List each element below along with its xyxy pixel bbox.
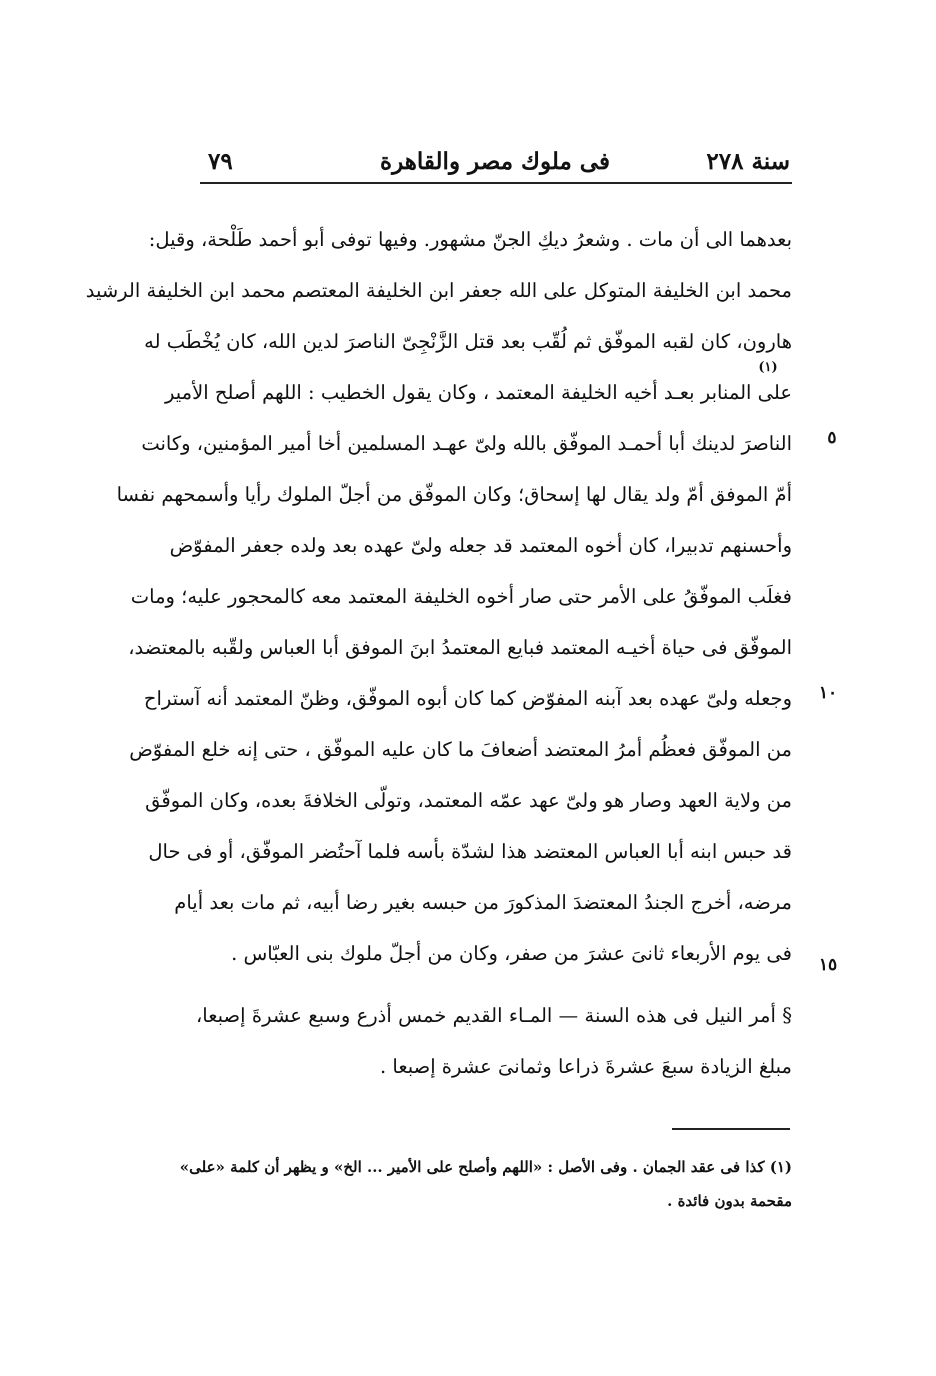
header-rule bbox=[200, 182, 792, 184]
main-text bbox=[85, 214, 792, 1092]
text-line: من الموفّق فعظُم أمرُ المعتضد أضعافَ ما كان عليه الموفّق ، حتى إنه خلع المفوّض bbox=[129, 738, 792, 761]
footnote-marker: (١) bbox=[758, 360, 778, 375]
text-line: مرضه، أخرج الجندُ المعتضدَ المذكورَ من حبسه بغير رضا أبيه، ثم مات بعد أيام bbox=[174, 891, 792, 914]
text-line: الناصرَ لدينك أبا أحمـد الموفّق بالله ولىّ عهـد المسلمين أخا أمير المؤمنين، وكانت bbox=[141, 432, 792, 455]
text-line: محمد ابن الخليفة المتوكل على الله جعفر ابن الخليفة المعتصم محمد ابن الخليفة الرشيد bbox=[85, 279, 792, 302]
footnote-rule bbox=[672, 1128, 790, 1130]
text-line: أمّ الموفق أمّ ولد يقال لها إسحاق؛ وكان الموفّق من أجلّ الملوك رأيا وأسمحهم نفسا bbox=[116, 483, 792, 506]
text-line: § أمر النيل فى هذه السنة — المـاء القديم خمس أذرع وسبع عشرةَ إصبعا، bbox=[196, 1004, 792, 1027]
text-line: بعدهما الى أن مات . وشعرُ ديكِ الجنّ مشهور. وفيها توفى أبو أحمد طَلْحة، وقيل: bbox=[148, 228, 792, 251]
text-line: فى يوم الأربعاء ثانىَ عشرَ من صفر، وكان من أجلّ ملوك بنى العبّاس . bbox=[231, 942, 792, 965]
footnote-line: مقحمة بدون فائدة . bbox=[667, 1192, 792, 1210]
line-number-15: ١٥ bbox=[818, 955, 838, 975]
running-header bbox=[200, 140, 790, 182]
footnotes bbox=[179, 1150, 792, 1218]
text-line: من ولاية العهد وصار هو ولىّ عهد عمّه المعتمد، وتولّى الخلافةَ بعده، وكان الموفّق bbox=[145, 789, 792, 812]
text-line: هارون، كان لقبه الموفّق ثم لُقّب بعد قتل الزَّنْجِىّ الناصرَ لدين الله، كان يُخْطَب له bbox=[144, 330, 792, 353]
line-number-5: ٥ bbox=[827, 428, 837, 448]
text-line: وأحسنهم تدبيرا، كان أخوه المعتمد قد جعله ولىّ عهده بعد ولده جعفر المفوّض bbox=[169, 534, 792, 557]
header-year: سنة ٢٧٨ bbox=[706, 148, 790, 175]
text-line: الموفّق فى حياة أخيـه المعتمد فبايع المعتمدُ ابنَ الموفق أبا العباس ولقّبه بالمعتضد، bbox=[128, 636, 792, 659]
text-line: على المنابر بعـد أخيه الخليفة المعتمد ، وكان يقول الخطيب : اللهم أصلح الأمير bbox=[165, 381, 792, 404]
header-title: فى ملوك مصر والقاهرة bbox=[380, 148, 610, 175]
text-line: قد حبس ابنه أبا العباس المعتضد هذا لشدّة بأسه فلما آحتُضر الموفّق، أو فى حال bbox=[148, 840, 792, 863]
page-number: ٧٩ bbox=[208, 148, 233, 175]
paragraph-gap bbox=[196, 979, 792, 990]
line-number-10: ١٠ bbox=[818, 683, 838, 703]
footnote-line: (١) كذا فى عقد الجمان . وفى الأصل : «اللهم وأصلح على الأمير ... الخ» و يظهر أن كلمة «على» bbox=[179, 1158, 792, 1176]
text-line: وجعله ولىّ عهده بعد آبنه المفوّض كما كان أبوه الموفّق، وظنّ المعتمد أنه آستراح bbox=[143, 687, 792, 710]
text-line: فغلَب الموفّقُ على الأمر حتى صار أخوه الخليفة المعتمد معه كالمحجور عليه؛ ومات bbox=[130, 585, 792, 608]
text-line: مبلغ الزيادة سبعَ عشرةَ ذراعا وثمانىَ عشرة إصبعا . bbox=[380, 1055, 792, 1078]
